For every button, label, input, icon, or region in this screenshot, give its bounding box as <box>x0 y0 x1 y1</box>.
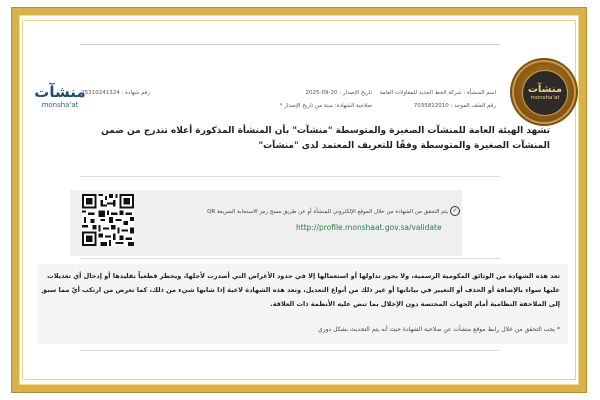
certificate-statement: تشهد الهيئة العامة للمنشآت الصغيرة والمتوسطة "منشآت" بأن المنشأة المذكورة أعلاه تندرج من ضمن المنشآت الصغيرة والمتوسطة وفقًا للتعريف المعتمد لدى "منشآت" <box>101 126 550 151</box>
check-circle-icon: ✓ <box>450 206 460 216</box>
seal-english-text: monsha'at <box>530 95 560 101</box>
verification-instructions: يتم التحقق من الشهادة من خلال الموقع الإلكتروني للمنشأة أو عن طريق مسح رمز الاستجابة السريعة QR <box>207 209 448 215</box>
logo-english-text: monsha'at <box>41 101 79 109</box>
certificate-number: رقم شهادة : 25310241324 <box>81 90 150 96</box>
logo-arabic-text: منشآت <box>34 83 86 101</box>
footer-divider <box>80 350 500 351</box>
monshaat-logo <box>32 84 88 110</box>
notice-divider <box>80 258 500 259</box>
seal-arabic-text: منشآت <box>527 84 563 95</box>
certificate-validity: صلاحية الشهادة: سنة من تاريخ الإصدار * <box>279 103 372 109</box>
header-divider-top <box>80 44 500 45</box>
gold-seal-icon <box>514 62 574 122</box>
legal-notice: تعد هذه الشهادة من الوثائق المكومية الرسمية، ولا يجوز تداولها أو استعمالها إلا في حدود الأغراض التي أصدرت لأجلها، ويحظر قطعياً تقليدها أو إدخال أي تعديلات عليها سواء بالإضافة أو الحذف أو التغيير في بياناتها أو غير ذلك من أنواع التعديل، وتعد هذه الشهادة لاغية إذا شابها شيء من ذلك، كما تعرض من ارتكب أيّ مما سبق إلى الملاحقة النظامية أمام الجهات المختصة دون الإخلال بما تنص عليه الأنظمة ذات العلاقة. <box>41 272 560 308</box>
issue-date: تاريخ الإصدار : 20-09-2025 <box>305 90 372 96</box>
establishment-name: اسم المنشأة : شركة الخط الجديد للمقاولات العامة <box>379 90 496 96</box>
statement-divider <box>80 176 500 177</box>
unified-file-number: رقم الملف الموحد : 7035812010 <box>413 103 496 109</box>
validity-footnote: * يجب التحقق من خلال رابط موقع منشآت عن صلاحية الشهادة حيث أنه يتم التحديث بشكل دوري <box>318 326 560 333</box>
validation-link[interactable]: http://profile.monshaat.gov.sa/validate <box>296 223 442 232</box>
qr-code-icon[interactable] <box>82 194 134 246</box>
